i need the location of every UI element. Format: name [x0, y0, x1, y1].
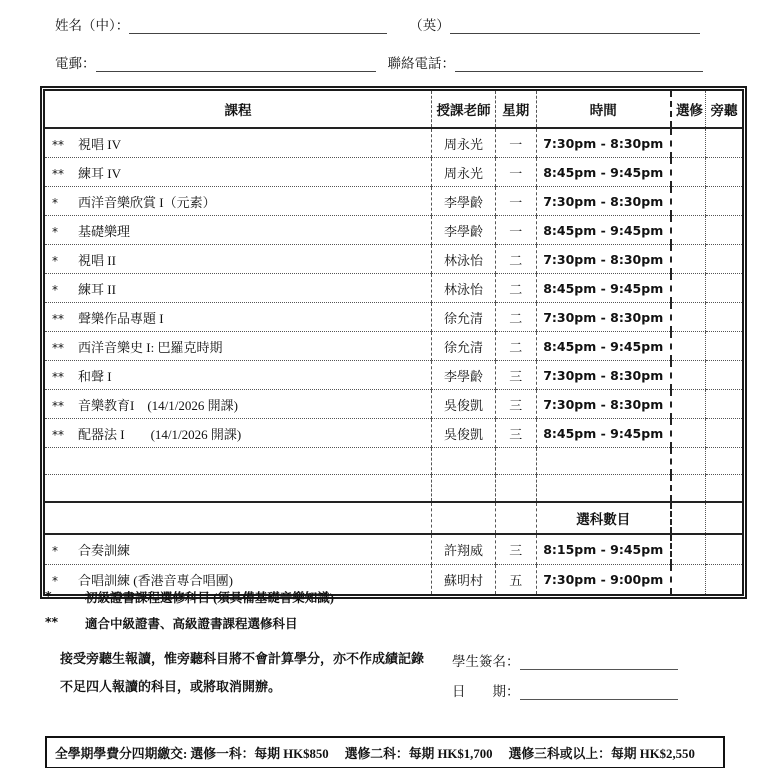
teacher-cell	[432, 502, 496, 534]
audit-checkbox-cell[interactable]	[705, 274, 742, 303]
course-name: 基礎樂理	[78, 223, 131, 239]
footnote-marker: **	[52, 311, 64, 326]
name-cn-input[interactable]	[129, 18, 387, 34]
elective-checkbox-cell[interactable]	[671, 565, 705, 595]
course-cell	[45, 361, 432, 390]
course-cell	[45, 128, 432, 158]
day-cell: 三	[495, 361, 536, 390]
audit-checkbox-cell[interactable]	[705, 565, 742, 595]
time-cell: 8:45pm - 9:45pm	[536, 332, 671, 361]
course-name: 西洋音樂欣賞 I（元素）	[78, 194, 216, 210]
table-row	[45, 534, 742, 565]
audit-note-line2: 不足四人報讀的科目，或將取消開辦。	[60, 679, 282, 694]
audit-checkbox-cell[interactable]	[705, 475, 742, 503]
footnote-marker: *	[52, 224, 58, 239]
table-row	[45, 419, 742, 448]
day-cell: 一	[495, 187, 536, 216]
header-teacher: 授課老師	[432, 91, 496, 128]
day-cell: 二	[495, 245, 536, 274]
header-day: 星期	[495, 91, 536, 128]
teacher-cell: 徐允清	[432, 303, 496, 332]
date-row	[452, 680, 678, 700]
day-cell: 一	[495, 216, 536, 245]
footnote-1-text: 初級證書課程選修科目 (須具備基礎音樂知識)	[85, 591, 334, 605]
phone-label: 聯絡電話：	[387, 56, 455, 71]
name-row	[55, 14, 700, 34]
time-cell: 8:45pm - 9:45pm	[536, 419, 671, 448]
day-cell: 五	[495, 565, 536, 595]
day-cell	[495, 502, 536, 534]
course-name: 西洋音樂史 I: 巴羅克時期	[78, 339, 223, 355]
day-cell: 三	[495, 419, 536, 448]
elective-checkbox-cell[interactable]	[671, 274, 705, 303]
contact-row	[55, 52, 703, 72]
email-label: 電郵：	[55, 56, 96, 71]
footnote-marker: **	[52, 137, 64, 152]
elective-checkbox-cell[interactable]	[671, 216, 705, 245]
course-name: 聲樂作品專題 I	[78, 310, 164, 326]
date-label: 日 期：	[452, 684, 520, 699]
audit-notes	[60, 645, 425, 701]
course-name: 合奏訓練	[78, 543, 131, 558]
time-cell: 7:30pm - 8:30pm	[536, 303, 671, 332]
course-cell	[45, 245, 432, 274]
table-row-empty	[45, 448, 742, 475]
course-cell	[45, 475, 432, 503]
elective-checkbox-cell[interactable]	[671, 332, 705, 361]
table-row	[45, 361, 742, 390]
teacher-cell	[432, 475, 496, 503]
footnote-marker: **	[52, 369, 64, 384]
teacher-cell: 周永光	[432, 128, 496, 158]
audit-note-line1: 接受旁聽生報讀，惟旁聽科目將不會計算學分，亦不作成績記錄	[60, 651, 425, 666]
time-cell: 7:30pm - 8:30pm	[536, 390, 671, 419]
email-input[interactable]	[96, 56, 376, 72]
audit-checkbox-cell[interactable]	[705, 419, 742, 448]
teacher-cell: 李學齡	[432, 216, 496, 245]
audit-checkbox-cell[interactable]	[705, 303, 742, 332]
elective-checkbox-cell[interactable]	[671, 303, 705, 332]
table-row	[45, 303, 742, 332]
day-cell: 二	[495, 274, 536, 303]
footnote-marker: *	[52, 195, 58, 210]
day-cell: 二	[495, 303, 536, 332]
elective-checkbox-cell[interactable]	[671, 361, 705, 390]
student-signature-row	[452, 650, 678, 670]
footnote-marker: **	[52, 166, 64, 181]
course-cell	[45, 448, 432, 475]
course-name: 和聲 I	[78, 368, 112, 384]
time-cell: 8:45pm - 9:45pm	[536, 216, 671, 245]
table-row	[45, 158, 742, 187]
course-cell	[45, 274, 432, 303]
course-cell	[45, 419, 432, 448]
elective-checkbox-cell[interactable]	[671, 158, 705, 187]
audit-checkbox-cell[interactable]	[705, 128, 742, 158]
course-cell	[45, 332, 432, 361]
footnote-marker: **	[52, 398, 64, 413]
footnote-marker: *	[52, 282, 58, 297]
footnote-marker: *	[52, 253, 58, 268]
elective-checkbox-cell[interactable]	[671, 390, 705, 419]
audit-checkbox-cell[interactable]	[705, 187, 742, 216]
student-signature-label: 學生簽名：	[452, 654, 520, 669]
footnote-2	[45, 614, 645, 632]
day-cell: 三	[495, 534, 536, 565]
day-cell	[495, 448, 536, 475]
footnote-2-marker: **	[45, 614, 59, 629]
teacher-cell: 周永光	[432, 158, 496, 187]
time-cell: 8:45pm - 9:45pm	[536, 158, 671, 187]
header-time: 時間	[536, 91, 671, 128]
elective-checkbox-cell[interactable]	[671, 534, 705, 565]
table-header-row	[45, 91, 742, 128]
day-cell: 一	[495, 158, 536, 187]
teacher-cell: 李學齡	[432, 361, 496, 390]
elective-checkbox-cell[interactable]	[671, 419, 705, 448]
student-signature-input[interactable]	[520, 655, 678, 670]
course-name: 視唱 II	[78, 252, 116, 268]
fee-notice-text: 全學期學費分四期繳交: 選修一科：每期 HK$850 選修二科：每期 HK$1,700 選修三科或以上：每期 HK$2,550	[55, 747, 695, 761]
table-row	[45, 128, 742, 158]
footnote-marker: **	[52, 340, 64, 355]
name-en-input[interactable]	[450, 18, 700, 34]
course-cell	[45, 187, 432, 216]
teacher-cell: 吳俊凱	[432, 419, 496, 448]
audit-checkbox-cell[interactable]	[705, 448, 742, 475]
course-cell	[45, 158, 432, 187]
course-name: 練耳 II	[78, 281, 116, 297]
course-name: 合唱訓練 (香港音專合唱團)	[78, 573, 233, 588]
audit-count-cell[interactable]	[705, 502, 742, 534]
course-name: 配器法 I (14/1/2026 開課)	[78, 426, 242, 442]
teacher-cell	[432, 448, 496, 475]
course-cell	[45, 216, 432, 245]
teacher-cell: 林泳怡	[432, 274, 496, 303]
name-en-label: （英）	[409, 18, 450, 33]
table-row-empty	[45, 475, 742, 503]
time-cell: 8:45pm - 9:45pm	[536, 274, 671, 303]
elective-checkbox-cell[interactable]	[671, 128, 705, 158]
time-cell: 7:30pm - 9:00pm	[536, 565, 671, 595]
time-cell: 7:30pm - 8:30pm	[536, 128, 671, 158]
footnote-marker: *	[52, 544, 58, 558]
name-cn-label: 姓名（中）：	[55, 18, 130, 33]
footnote-marker: **	[52, 427, 64, 442]
course-table	[45, 91, 742, 594]
time-cell	[536, 475, 671, 503]
elective-checkbox-cell[interactable]	[671, 448, 705, 475]
audit-checkbox-cell[interactable]	[705, 534, 742, 565]
time-cell: 7:30pm - 8:30pm	[536, 187, 671, 216]
course-cell	[45, 303, 432, 332]
audit-checkbox-cell[interactable]	[705, 245, 742, 274]
table-row	[45, 187, 742, 216]
footnote-1	[45, 588, 645, 606]
header-audit: 旁聽	[705, 91, 742, 128]
teacher-cell: 許翔威	[432, 534, 496, 565]
course-name: 練耳 IV	[78, 165, 121, 181]
elective-checkbox-cell[interactable]	[671, 187, 705, 216]
day-cell: 三	[495, 390, 536, 419]
teacher-cell: 吳俊凱	[432, 390, 496, 419]
course-cell	[45, 502, 432, 534]
phone-input[interactable]	[455, 56, 703, 72]
day-cell	[495, 475, 536, 503]
audit-checkbox-cell[interactable]	[705, 361, 742, 390]
elective-checkbox-cell[interactable]	[671, 475, 705, 503]
table-row	[45, 274, 742, 303]
elective-checkbox-cell[interactable]	[671, 245, 705, 274]
time-cell: 8:15pm - 9:45pm	[536, 534, 671, 565]
time-cell: 7:30pm - 8:30pm	[536, 245, 671, 274]
elective-count-label: 選科數目	[536, 502, 671, 534]
teacher-cell: 徐允清	[432, 332, 496, 361]
footnote-1-marker: *	[45, 588, 52, 603]
table-row	[45, 332, 742, 361]
footnote-marker: *	[52, 574, 58, 588]
audit-checkbox-cell[interactable]	[705, 216, 742, 245]
time-cell: 7:30pm - 8:30pm	[536, 361, 671, 390]
teacher-cell: 蘇明村	[432, 565, 496, 595]
audit-checkbox-cell[interactable]	[705, 158, 742, 187]
table-row	[45, 216, 742, 245]
course-table-wrapper	[40, 86, 747, 599]
time-cell	[536, 448, 671, 475]
elective-count-row	[45, 502, 742, 534]
day-cell: 一	[495, 128, 536, 158]
teacher-cell: 李學齡	[432, 187, 496, 216]
course-cell	[45, 534, 432, 565]
course-name: 視唱 IV	[78, 136, 121, 152]
course-cell	[45, 390, 432, 419]
fee-notice-box	[45, 736, 725, 768]
table-row	[45, 245, 742, 274]
audit-checkbox-cell[interactable]	[705, 390, 742, 419]
day-cell: 二	[495, 332, 536, 361]
course-name: 音樂教育I (14/1/2026 開課)	[78, 397, 238, 413]
header-elective: 選修	[671, 91, 705, 128]
table-row	[45, 390, 742, 419]
footnote-2-text: 適合中級證書、高級證書課程選修科目	[85, 617, 298, 631]
teacher-cell: 林泳怡	[432, 245, 496, 274]
audit-checkbox-cell[interactable]	[705, 332, 742, 361]
date-input[interactable]	[520, 685, 678, 700]
header-course: 課程	[45, 91, 432, 128]
elective-count-cell[interactable]	[671, 502, 705, 534]
